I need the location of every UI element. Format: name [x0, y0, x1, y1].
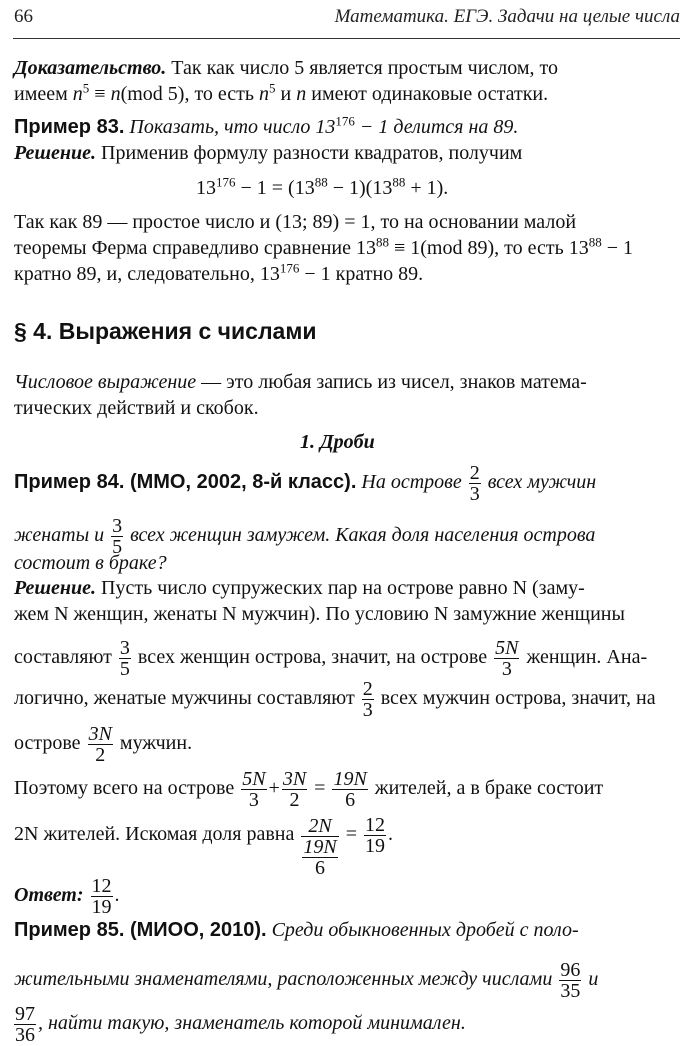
example-85-label: Пример 85. (МИОО, 2010).: [14, 919, 267, 941]
example-83-paragraph-line-3: кратно 89, и, следовательно, $13^{176} - 1$ кратно 89.: [14, 260, 424, 285]
example-83-paragraph-line-2: теоремы Ферма справедливо сравнение $13^{88} \equiv 1(mod$ 89), то есть $13^{88} - 1$: [14, 234, 634, 259]
example-84-solution-line-5: острове $\frac{3N}{2}$ мужчин.: [14, 723, 193, 766]
example-83-statement: Пример 83. Показать, что число $13^{176} - 1$ делится на 89.: [14, 113, 519, 138]
example-83-formula: $13^{176} - 1 = (13^{88} - 1)(13^{88} + 1)$.: [196, 174, 449, 199]
example-84-solution-line-1: Решение. Пусть число супружеских пар на острове равно N (заму-: [14, 577, 585, 599]
answer-label: Ответ:: [14, 884, 84, 907]
fraction-3-5: $\frac{3}{5}$: [119, 637, 130, 680]
subsection-title: 1. Дроби: [300, 431, 375, 453]
example-83-solution: Решение. Применив формулу разности квадратов, получим: [14, 142, 523, 164]
example-83-paragraph-line-1: Так как 89 — простое число и (13; 89) = 1, то на основании малой: [14, 211, 577, 233]
fraction-3N-2: $\frac{3N}{2}$: [282, 768, 307, 811]
proof-line-2: имеем $n^5 \equiv n(mod$ 5), то есть $n^5$ и n имеют одинаковые остатки.: [14, 80, 549, 105]
fraction-3-5: $\frac{3}{5}$: [112, 515, 123, 558]
example-84-line-1: Пример 84. (ММО, 2002, 8-й класс). На острове $\frac{2}{3}$ всех мужчин: [14, 462, 597, 505]
solution-label: Решение.: [14, 142, 97, 164]
example-83-label: Пример 83.: [14, 116, 125, 138]
proof-label: Доказательство.: [14, 57, 167, 79]
example-84-label: Пример 84. (ММО, 2002, 8-й класс).: [14, 471, 357, 494]
header-rule: [13, 38, 680, 39]
fraction-97-36: $\frac{97}{36}$: [15, 1003, 35, 1046]
example-84-solution-line-2: жем N женщин, женаты N мужчин). По условию N замужние женщины: [14, 603, 625, 625]
example-85-line-2: жительными знаменателями, расположенных между числами $\frac{96}{35}$ и: [14, 959, 599, 1002]
definition-line-2: тических действий и скобок.: [14, 397, 259, 419]
example-84-line-2: женаты и $\frac{3}{5}$ всех женщин замужем. Какая доля населения острова: [14, 515, 596, 558]
example-84-line-3: состоит в браке?: [14, 552, 167, 574]
fraction-5N-3: $\frac{5N}{3}$: [495, 637, 519, 680]
example-84-ratio-line: 2N жителей. Искомая доля равна $\frac{2N}{\frac{19N}{6}}$ = $\frac{12}{19}$ .: [14, 814, 393, 879]
fraction-5N-3: $\frac{5N}{3}$: [242, 768, 266, 811]
example-84-sum-line: Поэтому всего на острове $\frac{5N}{3}$ + $\frac{3N}{2}$ = $\frac{19N}{6}$ жителей, а в браке состоит: [14, 768, 604, 811]
section-title: § 4. Выражения с числами: [14, 318, 317, 344]
running-title: Математика. ЕГЭ. Задачи на целые числа: [334, 6, 680, 27]
fraction-19N-6: $\frac{19N}{6}$: [333, 768, 367, 811]
fraction-2-3: $\frac{2}{3}$: [362, 678, 373, 721]
fraction-2-3: $\frac{2}{3}$: [469, 462, 480, 505]
fraction-2N-over-19N-6: $\frac{2N}{\frac{19N}{6}}$: [303, 815, 337, 879]
example-84-solution-line-4: логично, женатые мужчины составляют $\frac{2}{3}$ всех мужчин острова, значит, на: [14, 678, 656, 721]
page-number: 66: [14, 6, 33, 27]
fraction-12-19: $\frac{12}{19}$: [91, 875, 112, 918]
example-84-answer: Ответ: $\frac{12}{19}$ .: [14, 875, 120, 918]
example-85-line-1: Пример 85. (МИОО, 2010). Среди обыкновенных дробей с поло-: [14, 919, 579, 941]
fraction-3N-2: $\frac{3N}{2}$: [88, 723, 112, 766]
definition-line-1: Числовое выражение — это любая запись из чисел, знаков матема-: [14, 371, 587, 393]
fraction-12-19: $\frac{12}{19}$: [365, 814, 385, 857]
fraction-96-35: $\frac{96}{35}$: [560, 959, 581, 1002]
proof-line-1: Доказательство. Так как число 5 является простым числом, то: [14, 57, 559, 79]
example-84-solution-line-3: составляют $\frac{3}{5}$ всех женщин острова, значит, на острове $\frac{5N}{3}$ женщин. Ана-: [14, 637, 648, 680]
example-85-line-3: $\frac{97}{36}$ , найти такую, знаменатель которой минимален.: [15, 1003, 466, 1046]
